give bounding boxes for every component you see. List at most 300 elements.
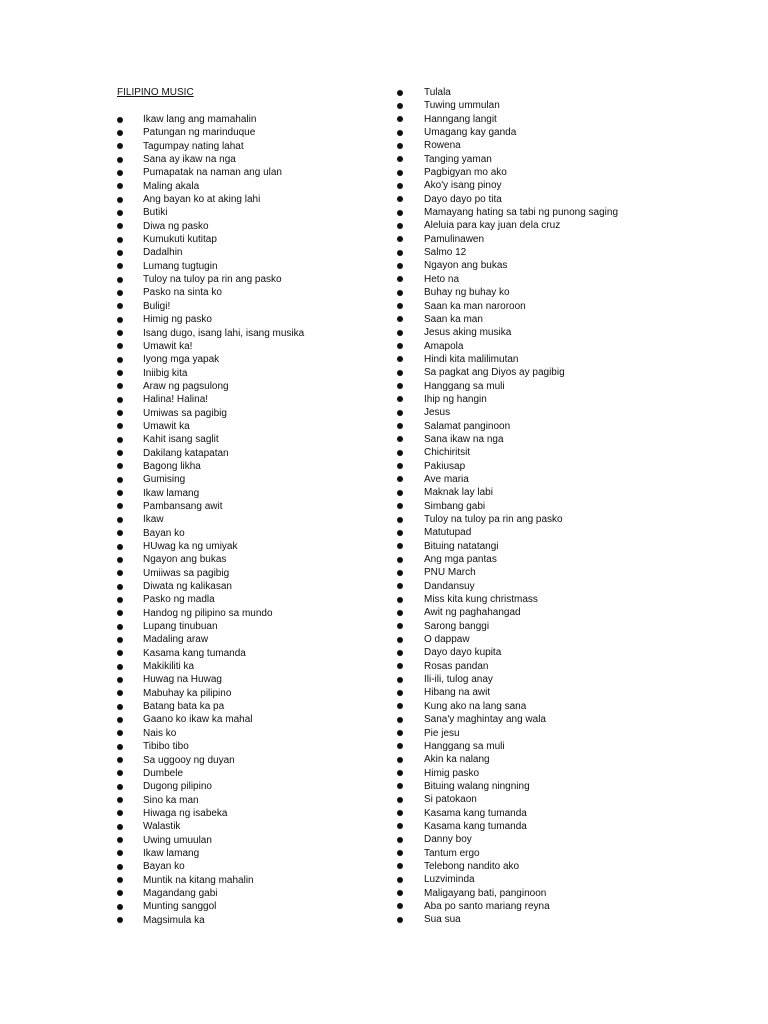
song-list-item xyxy=(397,259,657,272)
song-title: Sua sua xyxy=(424,914,461,926)
song-list-item xyxy=(397,686,657,699)
song-title: Himig pasko xyxy=(424,767,480,779)
song-list-item xyxy=(397,673,657,686)
bullet-icon xyxy=(117,917,123,923)
song-list-item xyxy=(397,633,657,646)
song-list-item xyxy=(117,300,387,313)
bullet-icon xyxy=(117,290,123,296)
bullet-icon xyxy=(117,490,123,496)
song-title: Aleluia para kay juan dela cruz xyxy=(424,220,561,232)
song-title: Pasko na sinta ko xyxy=(143,287,222,299)
song-list-item xyxy=(117,874,387,887)
bullet-icon xyxy=(397,877,403,883)
song-list-item xyxy=(397,473,657,486)
song-title: Salmo 12 xyxy=(424,247,467,259)
bullet-icon xyxy=(397,196,403,202)
bullet-icon xyxy=(117,357,123,363)
bullet-icon xyxy=(397,783,403,789)
bullet-icon xyxy=(117,437,123,443)
song-title: Maknak lay labi xyxy=(424,487,493,499)
bullet-icon xyxy=(397,263,403,269)
song-list-item xyxy=(397,500,657,513)
song-list-item xyxy=(397,460,657,473)
song-list-item xyxy=(397,300,657,313)
bullet-icon xyxy=(397,503,403,509)
song-title: Ngayon ang bukas xyxy=(424,260,508,272)
bullet-icon xyxy=(397,650,403,656)
song-title: HUwag ka ng umiyak xyxy=(143,541,238,552)
song-title: Simbang gabi xyxy=(424,500,486,512)
song-title: Kasama kang tumanda xyxy=(424,820,527,832)
song-title: Pambansang awit xyxy=(143,500,223,512)
song-title: Tantum ergo xyxy=(424,847,480,859)
song-list-item xyxy=(397,900,657,913)
song-list-item xyxy=(397,620,657,633)
song-list-item xyxy=(117,687,387,700)
song-title: Nais ko xyxy=(143,727,177,739)
song-title: Ikaw lamang xyxy=(143,487,200,499)
bullet-icon xyxy=(397,250,403,256)
song-list-item xyxy=(117,447,387,460)
song-title: Ako'y isang pinoy xyxy=(424,180,502,192)
song-list-item xyxy=(397,99,657,112)
song-title: Munting sanggol xyxy=(143,901,217,913)
bullet-icon xyxy=(117,850,123,856)
bullet-icon xyxy=(117,183,123,189)
bullet-icon xyxy=(117,650,123,656)
song-title: Saan ka man xyxy=(424,313,483,325)
song-list-item xyxy=(397,446,657,459)
song-title: Bayan ko xyxy=(143,527,185,539)
bullet-icon xyxy=(117,904,123,910)
song-title: Diwa ng pasko xyxy=(143,220,209,232)
song-list-item xyxy=(397,420,657,433)
song-list-item xyxy=(397,166,657,179)
bullet-icon xyxy=(117,690,123,696)
song-title: Hanngang langit xyxy=(424,113,497,125)
song-list-item xyxy=(117,713,387,726)
song-list-item xyxy=(397,233,657,246)
song-list-item xyxy=(117,767,387,780)
song-list-item xyxy=(117,727,387,740)
song-list-item xyxy=(117,647,387,660)
song-list-item xyxy=(117,487,387,500)
song-list-item xyxy=(397,753,657,766)
bullet-icon xyxy=(117,330,123,336)
song-title: Ang bayan ko at aking lahi xyxy=(143,194,261,206)
song-list-item xyxy=(117,180,387,193)
song-title: Sino ka man xyxy=(143,794,199,806)
song-title: Ang mga pantas xyxy=(424,554,497,566)
song-title: Kahit isang saglit xyxy=(143,434,219,446)
song-list-item xyxy=(397,433,657,446)
song-title: Gumising xyxy=(143,474,186,486)
bullet-icon xyxy=(117,170,123,176)
song-title: Pie jesu xyxy=(424,727,460,739)
bullet-icon xyxy=(117,517,123,523)
bullet-icon xyxy=(397,210,403,216)
song-title: Kasama kang tumanda xyxy=(143,647,246,659)
song-title: Umawit ka! xyxy=(143,340,193,352)
bullet-icon xyxy=(117,624,123,630)
song-list-item xyxy=(117,407,387,420)
bullet-icon xyxy=(117,370,123,376)
bullet-icon xyxy=(117,130,123,136)
song-list-item xyxy=(397,380,657,393)
song-list-item xyxy=(397,153,657,166)
song-list-item xyxy=(117,607,387,620)
song-title: Hanggang sa muli xyxy=(424,380,505,392)
song-list-item xyxy=(117,367,387,380)
song-title: Kumukuti kutitap xyxy=(143,234,217,246)
song-title: Telebong nandito ako xyxy=(424,860,520,872)
bullet-icon xyxy=(397,837,403,843)
song-list-item xyxy=(117,286,387,299)
song-title: Buligi! xyxy=(143,300,171,312)
song-title: Uwing umuulan xyxy=(143,834,212,846)
bullet-icon xyxy=(117,250,123,256)
bullet-icon xyxy=(117,797,123,803)
song-title: Rosas pandan xyxy=(424,660,489,672)
bullet-icon xyxy=(397,476,403,482)
song-title: Isang dugo, isang lahi, isang musika xyxy=(143,327,305,339)
song-list-item xyxy=(117,233,387,246)
song-list-item xyxy=(117,527,387,540)
song-list-item xyxy=(397,660,657,673)
song-title: Mamayang hating sa tabi ng punong saging xyxy=(424,207,619,219)
bullet-icon xyxy=(397,236,403,242)
song-title: Tulala xyxy=(424,87,451,98)
song-list-item xyxy=(117,140,387,153)
song-title: Rowena xyxy=(424,140,461,152)
song-list-item xyxy=(397,273,657,286)
song-title: Maling akala xyxy=(143,180,200,192)
song-title: Huwag na Huwag xyxy=(143,674,222,686)
song-list-item xyxy=(117,820,387,833)
song-list-item xyxy=(397,847,657,860)
song-title: Si patokaon xyxy=(424,794,477,806)
bullet-icon xyxy=(397,436,403,442)
song-list-item xyxy=(117,633,387,646)
bullet-icon xyxy=(397,530,403,536)
song-title: Walastik xyxy=(143,821,181,833)
bullet-icon xyxy=(117,383,123,389)
song-list-item xyxy=(397,793,657,806)
song-title: Sana ay ikaw na nga xyxy=(143,154,236,166)
song-list-item xyxy=(117,166,387,179)
bullet-icon xyxy=(397,903,403,909)
song-title: Diwata ng kalikasan xyxy=(143,581,232,593)
bullet-icon xyxy=(397,677,403,683)
song-title: Dumbele xyxy=(143,767,184,779)
bullet-icon xyxy=(397,356,403,362)
song-list-item xyxy=(117,220,387,233)
bullet-icon xyxy=(397,743,403,749)
bullet-icon xyxy=(397,463,403,469)
bullet-icon xyxy=(397,543,403,549)
song-title: Amapola xyxy=(424,340,464,352)
bullet-icon xyxy=(117,770,123,776)
bullet-icon xyxy=(397,383,403,389)
song-list-item xyxy=(397,313,657,326)
song-title: Dayo dayo po tita xyxy=(424,193,502,205)
bullet-icon xyxy=(117,450,123,456)
bullet-icon xyxy=(397,850,403,856)
song-title: Gaano ko ikaw ka mahal xyxy=(143,714,253,726)
bullet-icon xyxy=(397,290,403,296)
song-title: Bituing natatangi xyxy=(424,540,499,552)
song-list-item xyxy=(397,833,657,846)
bullet-icon xyxy=(117,397,123,403)
bullet-icon xyxy=(397,570,403,576)
song-title: Sarong banggi xyxy=(424,620,490,632)
bullet-icon xyxy=(397,890,403,896)
bullet-icon xyxy=(117,704,123,710)
song-list-item xyxy=(117,313,387,326)
song-list-item xyxy=(117,620,387,633)
bullet-icon xyxy=(397,330,403,336)
song-title: Kasama kang tumanda xyxy=(424,807,527,819)
song-title: Ikaw lamang xyxy=(143,847,200,859)
bullet-icon xyxy=(397,583,403,589)
song-title: Dakilang katapatan xyxy=(143,447,229,459)
song-list-item xyxy=(397,340,657,353)
song-title: Umawit ka xyxy=(143,420,190,432)
song-title: O dappaw xyxy=(424,634,470,646)
song-title: Pasko ng madla xyxy=(143,594,215,606)
song-list-item xyxy=(117,914,387,927)
song-title: Jesus aking musika xyxy=(424,327,512,339)
song-title: Dugong pilipino xyxy=(143,781,212,793)
bullet-icon xyxy=(117,477,123,483)
song-title: Pamulinawen xyxy=(424,233,485,245)
song-list-item xyxy=(117,513,387,526)
song-title: Ihip ng hangin xyxy=(424,393,487,405)
bullet-icon xyxy=(397,557,403,563)
song-title: Madaling araw xyxy=(143,634,209,646)
song-title: Bagong likha xyxy=(143,460,201,472)
bullet-icon xyxy=(117,717,123,723)
song-list-item xyxy=(117,900,387,913)
left-song-list xyxy=(117,113,387,927)
song-title: Danny boy xyxy=(424,834,472,846)
bullet-icon xyxy=(117,730,123,736)
song-list-item xyxy=(117,380,387,393)
song-title: Magandang gabi xyxy=(143,887,218,899)
song-title: Makikiliti ka xyxy=(143,661,195,673)
bullet-icon xyxy=(117,423,123,429)
bullet-icon xyxy=(397,637,403,643)
bullet-icon xyxy=(397,450,403,456)
bullet-icon xyxy=(397,663,403,669)
song-list-item xyxy=(117,500,387,513)
song-list-item xyxy=(117,860,387,873)
song-list-item xyxy=(117,473,387,486)
song-list-item xyxy=(397,740,657,753)
bullet-icon xyxy=(397,610,403,616)
song-title: Patungan ng marinduque xyxy=(143,127,256,139)
bullet-icon xyxy=(117,343,123,349)
bullet-icon xyxy=(117,463,123,469)
bullet-icon xyxy=(397,917,403,923)
song-list-item xyxy=(117,807,387,820)
song-title: Hanggang sa muli xyxy=(424,740,505,752)
song-title: Dadalhin xyxy=(143,247,183,259)
song-list-item xyxy=(397,393,657,406)
song-title: Kung ako na lang sana xyxy=(424,700,527,712)
bullet-icon xyxy=(397,703,403,709)
song-list-item xyxy=(397,780,657,793)
song-title: Tibibo tibo xyxy=(143,741,189,753)
bullet-icon xyxy=(397,730,403,736)
bullet-icon xyxy=(397,90,403,96)
bullet-icon xyxy=(397,423,403,429)
bullet-icon xyxy=(397,370,403,376)
bullet-icon xyxy=(117,263,123,269)
song-title: Dandansuy xyxy=(424,580,475,592)
bullet-icon xyxy=(117,410,123,416)
song-list-item xyxy=(397,646,657,659)
song-list-item xyxy=(117,553,387,566)
song-list-item xyxy=(397,873,657,886)
song-title: Saan ka man naroroon xyxy=(424,300,526,312)
song-list-item xyxy=(397,580,657,593)
song-title: Handog ng pilipino sa mundo xyxy=(143,607,273,619)
song-list-item xyxy=(117,433,387,446)
bullet-icon xyxy=(117,530,123,536)
song-list-item xyxy=(117,740,387,753)
song-list-item xyxy=(117,540,387,553)
song-title: Bituing walang ningning xyxy=(424,780,530,792)
bullet-icon xyxy=(397,396,403,402)
song-title: Sa pagkat ang Diyos ay pagibig xyxy=(424,367,565,379)
song-list-item xyxy=(397,406,657,419)
song-title: Iniibig kita xyxy=(143,367,188,379)
song-title: Dayo dayo kupita xyxy=(424,647,502,659)
song-title: Ngayon ang bukas xyxy=(143,554,227,566)
bullet-icon xyxy=(117,544,123,550)
bullet-icon xyxy=(397,490,403,496)
bullet-icon xyxy=(117,237,123,243)
song-list-item xyxy=(117,593,387,606)
bullet-icon xyxy=(117,584,123,590)
bullet-icon xyxy=(117,637,123,643)
song-list-item xyxy=(397,913,657,926)
song-list-item xyxy=(397,526,657,539)
song-title: Ikaw xyxy=(143,514,164,526)
song-list-item xyxy=(117,673,387,686)
song-list-item xyxy=(117,834,387,847)
song-list-item xyxy=(117,700,387,713)
song-title: Ili-ili, tulog anay xyxy=(424,674,493,686)
song-title: Umiiwas sa pagibig xyxy=(143,567,230,579)
song-list-item xyxy=(397,366,657,379)
bullet-icon xyxy=(117,557,123,563)
song-title: Halina! Halina! xyxy=(143,394,209,406)
bullet-icon xyxy=(397,223,403,229)
bullet-icon xyxy=(117,610,123,616)
song-title: Tanging yaman xyxy=(424,153,492,165)
song-title: Umiwas sa pagibig xyxy=(143,407,227,419)
song-title: Ave maria xyxy=(424,473,469,485)
bullet-icon xyxy=(397,156,403,162)
song-title: Umagang kay ganda xyxy=(424,127,517,139)
song-list-item xyxy=(397,820,657,833)
bullet-icon xyxy=(117,570,123,576)
song-list-item xyxy=(117,420,387,433)
bullet-icon xyxy=(117,744,123,750)
bullet-icon xyxy=(397,770,403,776)
song-title: Salamat panginoon xyxy=(424,420,511,432)
bullet-icon xyxy=(397,797,403,803)
bullet-icon xyxy=(117,277,123,283)
song-title: Himig ng pasko xyxy=(143,314,212,326)
song-list-item xyxy=(397,887,657,900)
song-title: Luzviminda xyxy=(424,874,475,886)
song-title: Bayan ko xyxy=(143,861,185,873)
song-list-item xyxy=(397,193,657,206)
bullet-icon xyxy=(397,690,403,696)
song-list-item xyxy=(117,340,387,353)
song-title: Hiwaga ng isabeka xyxy=(143,807,228,819)
song-title: Pagbigyan mo ako xyxy=(424,167,507,179)
bullet-icon xyxy=(117,757,123,763)
song-list-item xyxy=(397,860,657,873)
song-list-item xyxy=(117,754,387,767)
bullet-icon xyxy=(397,316,403,322)
song-list-item xyxy=(397,353,657,366)
song-list-item xyxy=(117,460,387,473)
song-list-item xyxy=(397,126,657,139)
song-title: Ikaw lang ang mamahalin xyxy=(143,114,257,125)
song-list-item xyxy=(117,887,387,900)
song-list-item xyxy=(117,126,387,139)
song-list-item xyxy=(397,713,657,726)
bullet-icon xyxy=(117,824,123,830)
right-song-list xyxy=(397,86,657,927)
song-list-item xyxy=(397,179,657,192)
song-title: Sana'y maghintay ang wala xyxy=(424,714,546,726)
bullet-icon xyxy=(117,157,123,163)
song-title: Butiki xyxy=(143,207,168,219)
bullet-icon xyxy=(117,317,123,323)
song-title: Araw ng pagsulong xyxy=(143,380,229,392)
song-title: Matutupad xyxy=(424,527,472,539)
document-title: FILIPINO MUSIC xyxy=(117,87,194,98)
song-list-item xyxy=(397,767,657,780)
bullet-icon xyxy=(397,810,403,816)
song-list-item xyxy=(117,780,387,793)
bullet-icon xyxy=(397,757,403,763)
bullet-icon xyxy=(397,103,403,109)
song-list-item xyxy=(117,113,387,126)
song-list-item xyxy=(397,286,657,299)
bullet-icon xyxy=(397,863,403,869)
bullet-icon xyxy=(397,143,403,149)
bullet-icon xyxy=(117,197,123,203)
song-title: PNU March xyxy=(424,567,476,579)
song-list-item xyxy=(397,606,657,619)
bullet-icon xyxy=(117,303,123,309)
song-list-item xyxy=(397,566,657,579)
bullet-icon xyxy=(397,170,403,176)
song-title: Tuloy na tuloy pa rin ang pasko xyxy=(143,274,282,286)
song-list-item xyxy=(397,553,657,566)
song-title: Magsimula ka xyxy=(143,914,205,926)
song-list-item xyxy=(117,327,387,340)
bullet-icon xyxy=(117,143,123,149)
song-title: Jesus xyxy=(424,407,451,419)
